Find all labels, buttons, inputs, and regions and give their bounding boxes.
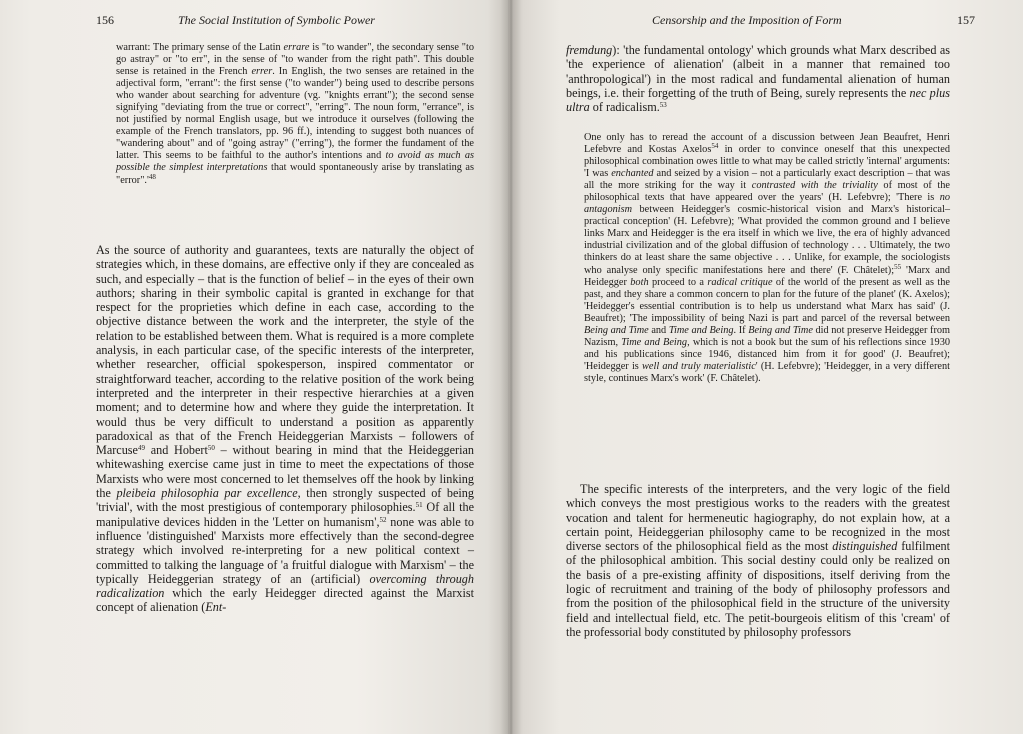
right-page (508, 0, 1023, 734)
left-page-number: 156 (96, 13, 114, 27)
right-page-number: 157 (957, 13, 975, 27)
left-running-title: The Social Institution of Symbolic Power (178, 13, 375, 27)
right-bottom-paragraph: The specific interests of the interpreters, and the very logic of the field which conveys the most prestigious works to the readers with the greatest vocation and talent for hermeneutic hagiography, do not explain how, at a certain point, Heideggerian philosophy came to be recognized in the most diverse sectors of the philosophical field as the most distinguished fulfilment of the philosophical ambition. This social destiny could only be realized on the basis of a pre-existing affinity of dispositions, itself deriving from the logic of recruitment and training of the body of philosophy professors and from the position of the philosophical field in the structure of the university field and intellectual field, etc. The petit-bourgeois elitism of this 'cream' of the professorial body constituted by philosophy professors (566, 482, 950, 639)
block-quotation: One only has to reread the account of a discussion between Jean Beaufret, Henri Lefebvre and Kostas Axelos$^{54}$ in order to convince oneself that this unexpected philosophical combination owes little to what may be called strictly 'internal' arguments: 'I was enchanted and seized by a vision – not a particularly exact description – that was all the more striking for the way it contrasted with the triviality of most of the philosophical texts that have appeared over the years' (H. Lefebvre); 'There is no antagonism between Heidegger's cosmic-historical vision and Marx's historical–practical conception' (H. Lefebvre); 'What provided the common ground and I believe links Marx and Heidegger is the era itself in which we live, the era of highly advanced industrial civilization and of the global diffusion of technology . . . Ultimately, the two thinkers do at least share the same objective . . . Unlike, for example, the sociologists who analyse only specific manifestations here and there' (F. Châtelet);$^{55}$ 'Marx and Heidegger both proceed to a radical critique of the world of the present as well as the past, and they share a common concern to plan for the future of the planet' (K. Axelos); 'Heidegger's essential contribution is to help us understand what Marx has said' (J. Beaufret); 'The impossibility of being Nazi is part and parcel of the reversal between Being and Time and Time and Being. If Being and Time did not preserve Heidegger from Nazism, Time and Being, which is not a book but the sum of his reflections since 1930 and his publications since 1946, distanced him from it for good' (J. Beaufret); 'Heidegger is well and truly materialistic' (H. Lefebvre); 'Heidegger, in a very different style, continues Marx's work' (F. Châtelet). (584, 132, 951, 384)
left-page (0, 0, 508, 734)
right-top-paragraph: fremdung): 'the fundamental ontology' which grounds what Marx described as 'the experience of alienation' (albeit in a manner that remained too 'anthropological') in the most radical and fundamental alienation of human beings, i.e. their forgetting of the truth of Being, surely represents the nec plus ultra of radicalism.$^{53}$ (566, 43, 950, 115)
right-running-title: Censorship and the Imposition of Form (652, 13, 842, 27)
translator-note: warrant: The primary sense of the Latin errare is "to wander", the secondary sense "to go astray" or "to err", in the sense of "to wander from the right path". This double sense is retained in the French errer. In English, the two senses are retained in the adjectival form, "errant": the first sense ("to wander") being used to describe persons who wander about searching for adventure (vg. "knights errant"); the second sense signifying "deviating from the true or correct", "erring". The noun form, "errance", is not justified by normal English usage, but we introduce it ourselves (following the example of the French translators, pp. 96 ff.), intending to suggest both nuances of "wandering about" and of "going astray" ("erring"), the former the fundament of the latter. This seems to be faithful to the author's intentions and to avoid as much as possible the simplest interpretations that would spontaneously arise by translating as "error".'$^{48}$ (116, 42, 475, 186)
left-body-paragraph: As the source of authority and guarantees, texts are naturally the object of strategies which, in these domains, are effective only if they are concealed as such, and especially – that is the function of belief – in the eyes of their own authors; sharing in their symbolic capital is granted in exchange for that respect for the proprieties which define in each case, according to the objective distance between the work and the interpreter, the style of the relation to be established between them. What is required is a more complete analysis, in each particular case, of the specific interests of the interpreter, whether researcher, official spokesperson, inspired commentator or straightforward teacher, according to the relative position of the work being interpreted and the interpreter in their respective hierarchies at a given moment; and to determine how and where they guide the interpretation. It would thus be very difficult to understand a position as apparently paradoxical as that of the French Heideggerian Marxists – followers of Marcuse$^{49}$ and Hobert$^{50}$ – without bearing in mind that the Heideggerian whitewashing exercise came just in time to meet the expectations of those Marxists who were most concerned to let themselves off the hook by linking the pleibeia philosophia par excellence, then strongly suspected of being 'trivial', with the most prestigious of contemporary philosophies.$^{51}$ Of all the manipulative devices hidden in the 'Letter on humanism',$^{52}$ none was able to influence 'distinguished' Marxists more effectively than the second-degree strategy which involved re-interpreting for a new political context – committed to talking the language of 'a fruitful dialogue with Marxism' – the typically Heideggerian strategy of an (artificial) overcoming through radicalization which the early Heidegger directed against the Marxist concept of alienation (Ent- (96, 243, 474, 615)
